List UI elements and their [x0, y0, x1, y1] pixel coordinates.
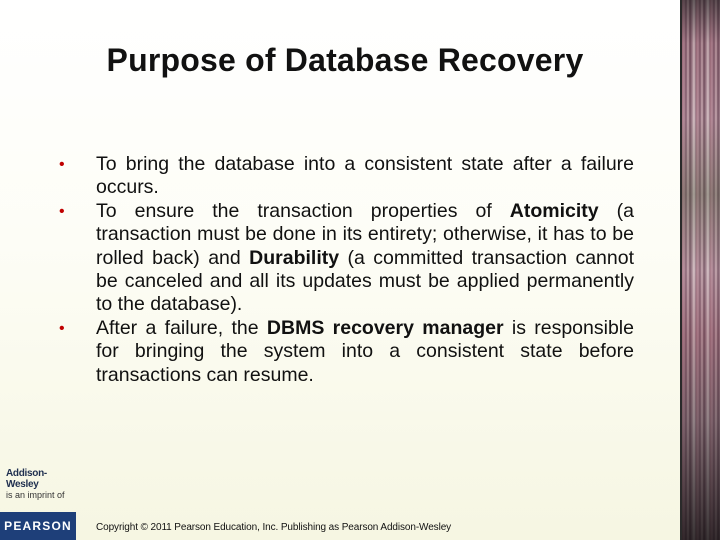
bullet-dot-icon: • — [59, 202, 65, 220]
bullet-bold-text: Atomicity — [509, 199, 599, 222]
bullet-text: is responsible for bringing the system into a consistent state before transactions can resume. — [96, 316, 634, 386]
bullet-text: (a transaction must be done in its entirety; otherwise, it has to be rolled back) and — [96, 199, 634, 269]
copyright-notice: Copyright © 2011 Pearson Education, Inc. Publishing as Pearson Addison-Wesley — [96, 522, 452, 533]
bullet-item — [54, 200, 634, 317]
decorative-stripe-edge — [680, 0, 682, 540]
bullet-text: To ensure the transaction properties of — [96, 199, 510, 222]
imprint-text: is an imprint of — [6, 490, 65, 500]
bullet-dot-icon: • — [59, 156, 65, 173]
bullet-list — [54, 153, 634, 387]
bullet-bold-text: DBMS recovery manager — [266, 316, 504, 339]
slide-title: Purpose of Database Recovery — [106, 42, 584, 78]
bullet-dot-icon: • — [59, 319, 65, 337]
decorative-side-stripe-shading — [682, 0, 720, 540]
pearson-logo: PEARSON — [0, 512, 76, 540]
bullet-text: To bring the database into a consistent state after a failure occurs. — [96, 153, 634, 199]
bullet-item — [54, 317, 634, 387]
addison-wesley-logo — [6, 468, 78, 500]
bullet-text: (a committed transaction cannot be canceled and all its updates must be applied permanently to the database). — [96, 246, 634, 316]
bullet-text: After a failure, the — [96, 316, 267, 339]
bullet-item — [54, 153, 634, 200]
addison-wesley-name: Addison-Wesley — [6, 468, 47, 490]
bullet-bold-text: Durability — [249, 246, 340, 269]
